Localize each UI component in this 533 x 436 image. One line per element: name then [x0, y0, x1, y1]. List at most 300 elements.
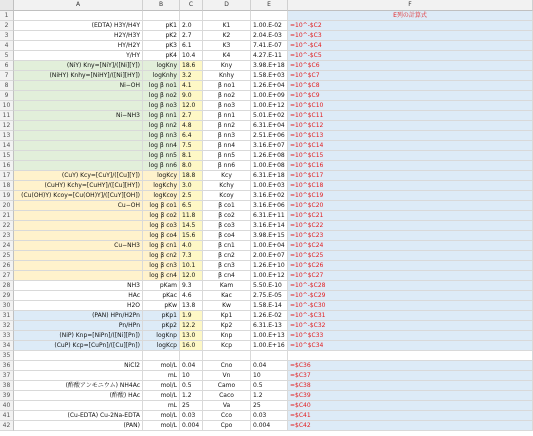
cell-f[interactable]: =10^$C7 [288, 71, 533, 81]
cell-e[interactable]: 1.00.E+04 [251, 241, 288, 251]
row-number[interactable]: 20 [0, 201, 14, 211]
cell-a[interactable]: (PAN) HPn/H2Pn [14, 311, 143, 321]
cell-a[interactable]: Pn/HPn [14, 321, 143, 331]
cell-a[interactable]: Y/HY [14, 51, 143, 61]
cell-c[interactable]: 8.1 [180, 151, 203, 161]
cell-f[interactable]: =10^$C21 [288, 211, 533, 221]
cell-e[interactable]: 0.04 [251, 361, 288, 371]
cell-d[interactable]: β no1 [203, 81, 251, 91]
cell-d[interactable]: Cpo [203, 421, 251, 431]
cell-a[interactable]: HAc [14, 291, 143, 301]
cell-a[interactable] [14, 251, 143, 261]
cell-b[interactable] [143, 351, 180, 361]
row-number[interactable]: 35 [0, 351, 14, 361]
row-number[interactable]: 39 [0, 391, 14, 401]
row-number[interactable]: 13 [0, 131, 14, 141]
row-number[interactable]: 10 [0, 101, 14, 111]
cell-e[interactable]: 2.04.E-03 [251, 31, 288, 41]
cell-d[interactable]: Kac [203, 291, 251, 301]
cell-e[interactable]: 3.16.E+14 [251, 221, 288, 231]
cell-b[interactable]: log β cn2 [143, 251, 180, 261]
cell-c[interactable]: 9.3 [180, 281, 203, 291]
cell-f[interactable]: =10^$C33 [288, 331, 533, 341]
cell-d[interactable]: Cco [203, 411, 251, 421]
row-number[interactable]: 14 [0, 141, 14, 151]
row-number[interactable]: 15 [0, 151, 14, 161]
cell-a[interactable]: H2Y/H3Y [14, 31, 143, 41]
cell-d[interactable]: K4 [203, 51, 251, 61]
row-number[interactable]: 31 [0, 311, 14, 321]
cell-b[interactable]: log β no3 [143, 101, 180, 111]
cell-b[interactable]: log β cn4 [143, 271, 180, 281]
cell-e[interactable]: 2.51.E+06 [251, 131, 288, 141]
cell-e[interactable]: 1.00.E+03 [251, 181, 288, 191]
cell-c[interactable]: 4.6 [180, 291, 203, 301]
cell-f[interactable]: =$C38 [288, 381, 533, 391]
cell-d[interactable]: Camo [203, 381, 251, 391]
cell-f[interactable]: =10^$C12 [288, 121, 533, 131]
row-number[interactable]: 5 [0, 51, 14, 61]
cell-f[interactable]: =$C42 [288, 421, 533, 431]
cell-a[interactable] [14, 401, 143, 411]
cell-d[interactable]: Kp1 [203, 311, 251, 321]
cell-b[interactable]: mol/L [143, 411, 180, 421]
cell-a[interactable]: (NiY) Kny=[NiY]/([Ni][Y]) [14, 61, 143, 71]
row-number[interactable]: 12 [0, 121, 14, 131]
cell-f[interactable]: =10^-$C31 [288, 311, 533, 321]
cell-e[interactable]: 3.16.E+07 [251, 141, 288, 151]
cell-c[interactable]: 6.4 [180, 131, 203, 141]
cell-f[interactable]: =$C39 [288, 391, 533, 401]
cell-c[interactable]: 13.8 [180, 301, 203, 311]
cell-e[interactable]: 6.31.E+11 [251, 211, 288, 221]
row-number[interactable]: 36 [0, 361, 14, 371]
cell-c[interactable]: 0.004 [180, 421, 203, 431]
cell-b[interactable]: logKcy [143, 171, 180, 181]
cell-c[interactable]: 7.3 [180, 251, 203, 261]
row-number[interactable]: 27 [0, 271, 14, 281]
column-header-c[interactable]: C [180, 0, 203, 11]
row-number[interactable]: 37 [0, 371, 14, 381]
cell-a[interactable]: NH3 [14, 281, 143, 291]
cell-f[interactable]: =10^-$C4 [288, 41, 533, 51]
cell-e[interactable]: 5.50.E-10 [251, 281, 288, 291]
cell-b[interactable]: pKp1 [143, 311, 180, 321]
cell-f[interactable] [288, 351, 533, 361]
cell-c[interactable]: 3.0 [180, 181, 203, 191]
cell-b[interactable]: mol/L [143, 391, 180, 401]
cell-b[interactable]: pK3 [143, 41, 180, 51]
cell-d[interactable] [203, 351, 251, 361]
cell-e[interactable]: 6.31.E+18 [251, 171, 288, 181]
cell-e[interactable]: 1.00.E+09 [251, 91, 288, 101]
cell-c[interactable]: 13.0 [180, 331, 203, 341]
cell-d[interactable]: Kam [203, 281, 251, 291]
cell-c[interactable]: 0.03 [180, 411, 203, 421]
cell-b[interactable]: pK4 [143, 51, 180, 61]
cell-a[interactable]: Cu−OH [14, 201, 143, 211]
cell-d[interactable]: Vn [203, 371, 251, 381]
row-number[interactable]: 22 [0, 221, 14, 231]
cell-e[interactable]: 6.31.E+04 [251, 121, 288, 131]
cell-f[interactable]: =10^$C16 [288, 161, 533, 171]
cell-b[interactable]: pKw [143, 301, 180, 311]
column-header-a[interactable]: A [14, 0, 143, 11]
column-header-f[interactable]: F [288, 0, 533, 11]
cell-c[interactable]: 10.4 [180, 51, 203, 61]
cell-b[interactable]: pKam [143, 281, 180, 291]
cell-d[interactable]: β nn2 [203, 121, 251, 131]
cell-d[interactable]: Kw [203, 301, 251, 311]
cell-b[interactable]: log β nn2 [143, 121, 180, 131]
row-number[interactable]: 38 [0, 381, 14, 391]
row-number[interactable]: 7 [0, 71, 14, 81]
cell-f[interactable]: =10^$C9 [288, 91, 533, 101]
cell-e[interactable]: 1.26.E+08 [251, 151, 288, 161]
cell-f[interactable]: =10^$C17 [288, 171, 533, 181]
cell-b[interactable]: mL [143, 401, 180, 411]
cell-c[interactable]: 18.8 [180, 171, 203, 181]
cell-b[interactable]: log β nn3 [143, 131, 180, 141]
cell-d[interactable]: Kcp [203, 341, 251, 351]
cell-b[interactable]: log β co1 [143, 201, 180, 211]
cell-a[interactable]: HY/H2Y [14, 41, 143, 51]
cell-c[interactable]: 10.1 [180, 261, 203, 271]
cell-b[interactable]: logKny [143, 61, 180, 71]
cell-a[interactable]: NiCl2 [14, 361, 143, 371]
row-number[interactable]: 28 [0, 281, 14, 291]
cell-e[interactable]: 2.00.E+07 [251, 251, 288, 261]
cell-a[interactable] [14, 371, 143, 381]
cell-c[interactable]: 1.9 [180, 311, 203, 321]
cell-e[interactable]: 7.41.E-07 [251, 41, 288, 51]
cell-c[interactable]: 16.0 [180, 341, 203, 351]
cell-e[interactable]: 1.00.E-02 [251, 21, 288, 31]
cell-a[interactable]: H2O [14, 301, 143, 311]
cell-b[interactable]: log β co3 [143, 221, 180, 231]
cell-c[interactable]: 4.1 [180, 81, 203, 91]
cell-b[interactable] [143, 11, 180, 21]
row-number[interactable]: 32 [0, 321, 14, 331]
cell-f[interactable]: =10^-$C3 [288, 31, 533, 41]
row-number[interactable]: 2 [0, 21, 14, 31]
cell-b[interactable]: log β nn1 [143, 111, 180, 121]
cell-e[interactable] [251, 351, 288, 361]
cell-c[interactable]: 12.2 [180, 321, 203, 331]
cell-a[interactable]: Cu−NH3 [14, 241, 143, 251]
cell-e[interactable]: 0.03 [251, 411, 288, 421]
cell-e[interactable]: 6.31.E-13 [251, 321, 288, 331]
cell-f[interactable]: =$C37 [288, 371, 533, 381]
cell-e[interactable]: 1.26.E+04 [251, 81, 288, 91]
row-number[interactable]: 4 [0, 41, 14, 51]
cell-e[interactable]: 1.00.E+12 [251, 101, 288, 111]
cell-d[interactable]: β co3 [203, 221, 251, 231]
cell-b[interactable]: log β co2 [143, 211, 180, 221]
cell-a[interactable] [14, 131, 143, 141]
cell-d[interactable]: Kcy [203, 171, 251, 181]
cell-c[interactable]: 18.6 [180, 61, 203, 71]
cell-b[interactable]: mL [143, 371, 180, 381]
row-number[interactable]: 42 [0, 421, 14, 431]
cell-a[interactable]: (Cu-EDTA) Cu-2Na-EDTA [14, 411, 143, 421]
row-number[interactable]: 18 [0, 181, 14, 191]
cell-f[interactable]: =$C41 [288, 411, 533, 421]
cell-d[interactable]: β nn1 [203, 111, 251, 121]
cell-e[interactable]: 3.16.E+06 [251, 201, 288, 211]
cell-e[interactable]: 3.98.E+18 [251, 61, 288, 71]
cell-a[interactable]: (CuP) Kcp=[CuPn]/([Cu][Pn]) [14, 341, 143, 351]
row-number[interactable]: 16 [0, 161, 14, 171]
cell-c[interactable]: 3.2 [180, 71, 203, 81]
cell-f[interactable]: =10^$C11 [288, 111, 533, 121]
cell-a[interactable]: (CuY) Kcy=[CuY]/([Cu][Y]) [14, 171, 143, 181]
cell-d[interactable]: Kny [203, 61, 251, 71]
cell-f[interactable]: =10^$C8 [288, 81, 533, 91]
cell-d[interactable]: β co1 [203, 201, 251, 211]
cell-c[interactable]: 6.5 [180, 201, 203, 211]
cell-e[interactable] [251, 11, 288, 21]
cell-d[interactable]: β cn1 [203, 241, 251, 251]
cell-a[interactable] [14, 121, 143, 131]
cell-e[interactable]: 25 [251, 401, 288, 411]
cell-a[interactable]: (NiP) Knp=[NiPn]/([Ni][Pn]) [14, 331, 143, 341]
cell-f[interactable]: =10^-$C32 [288, 321, 533, 331]
row-number[interactable]: 26 [0, 261, 14, 271]
cell-c[interactable]: 14.5 [180, 221, 203, 231]
cell-d[interactable]: K1 [203, 21, 251, 31]
row-number[interactable]: 19 [0, 191, 14, 201]
row-number[interactable]: 1 [0, 11, 14, 21]
cell-d[interactable]: Cno [203, 361, 251, 371]
cell-a[interactable]: (CuHY) Kchy=[CuHY]/([Cu][HY]) [14, 181, 143, 191]
cell-e[interactable]: 1.00.E+12 [251, 271, 288, 281]
cell-c[interactable]: 2.7 [180, 111, 203, 121]
cell-f[interactable]: =$C40 [288, 401, 533, 411]
cell-a[interactable] [14, 161, 143, 171]
row-number[interactable]: 24 [0, 241, 14, 251]
cell-c[interactable]: 4.0 [180, 241, 203, 251]
cell-b[interactable]: mol/L [143, 381, 180, 391]
cell-c[interactable]: 15.6 [180, 231, 203, 241]
cell-d[interactable]: β no3 [203, 101, 251, 111]
cell-f[interactable]: =$C36 [288, 361, 533, 371]
cell-e[interactable]: 5.01.E+02 [251, 111, 288, 121]
cell-b[interactable]: log β nn5 [143, 151, 180, 161]
cell-d[interactable]: β co2 [203, 211, 251, 221]
cell-f[interactable]: =10^$C14 [288, 141, 533, 151]
cell-b[interactable]: pKac [143, 291, 180, 301]
row-number[interactable]: 3 [0, 31, 14, 41]
cell-b[interactable]: logKcp [143, 341, 180, 351]
cell-f[interactable]: =10^$C10 [288, 101, 533, 111]
cell-c[interactable]: 2.5 [180, 191, 203, 201]
cell-a[interactable] [14, 101, 143, 111]
cell-f[interactable]: =10^$C18 [288, 181, 533, 191]
cell-e[interactable]: 1.58.E+03 [251, 71, 288, 81]
cell-c[interactable] [180, 11, 203, 21]
cell-a[interactable] [14, 141, 143, 151]
cell-b[interactable]: log β cn3 [143, 261, 180, 271]
cell-d[interactable] [203, 11, 251, 21]
cell-a[interactable] [14, 271, 143, 281]
cell-f[interactable]: =10^$C13 [288, 131, 533, 141]
row-number[interactable]: 9 [0, 91, 14, 101]
cell-a[interactable]: (PAN) [14, 421, 143, 431]
row-number[interactable]: 33 [0, 331, 14, 341]
cell-d[interactable]: β co4 [203, 231, 251, 241]
cell-a[interactable] [14, 151, 143, 161]
cell-d[interactable]: β cn3 [203, 261, 251, 271]
cell-b[interactable]: log β nn6 [143, 161, 180, 171]
cell-a[interactable]: (酢酸) HAc [14, 391, 143, 401]
cell-e[interactable]: 1.00.E+13 [251, 331, 288, 341]
select-all-corner[interactable] [0, 0, 14, 11]
cell-d[interactable]: β no2 [203, 91, 251, 101]
row-number[interactable]: 11 [0, 111, 14, 121]
cell-b[interactable]: log β no1 [143, 81, 180, 91]
cell-c[interactable]: 2.0 [180, 21, 203, 31]
cell-d[interactable]: β nn5 [203, 151, 251, 161]
cell-f[interactable]: =10^$C26 [288, 261, 533, 271]
cell-f[interactable]: E列の計算式 [288, 11, 533, 21]
cell-b[interactable]: pK1 [143, 21, 180, 31]
cell-e[interactable]: 0.5 [251, 381, 288, 391]
cell-b[interactable]: logKnp [143, 331, 180, 341]
cell-f[interactable]: =10^$C34 [288, 341, 533, 351]
cell-c[interactable]: 12.0 [180, 271, 203, 281]
cell-a[interactable] [14, 231, 143, 241]
row-number[interactable]: 30 [0, 301, 14, 311]
row-number[interactable]: 6 [0, 61, 14, 71]
cell-a[interactable]: (酢酸アンモニウム) NH4Ac [14, 381, 143, 391]
cell-d[interactable]: β nn6 [203, 161, 251, 171]
row-number[interactable]: 8 [0, 81, 14, 91]
cell-e[interactable]: 0.004 [251, 421, 288, 431]
cell-c[interactable]: 6.1 [180, 41, 203, 51]
cell-a[interactable] [14, 211, 143, 221]
cell-b[interactable]: mol/L [143, 421, 180, 431]
row-number[interactable]: 17 [0, 171, 14, 181]
cell-a[interactable] [14, 11, 143, 21]
cell-b[interactable]: log β co4 [143, 231, 180, 241]
cell-b[interactable]: pKp2 [143, 321, 180, 331]
cell-d[interactable]: Kp2 [203, 321, 251, 331]
cell-e[interactable]: 4.27.E-11 [251, 51, 288, 61]
cell-c[interactable]: 12.0 [180, 101, 203, 111]
cell-b[interactable]: log β nn4 [143, 141, 180, 151]
cell-a[interactable] [14, 261, 143, 271]
cell-f[interactable]: =10^-$C28 [288, 281, 533, 291]
cell-f[interactable]: =10^$C23 [288, 231, 533, 241]
cell-f[interactable]: =10^$C27 [288, 271, 533, 281]
cell-d[interactable]: Kchy [203, 181, 251, 191]
cell-e[interactable]: 1.00.E+08 [251, 161, 288, 171]
cell-b[interactable]: log β cn1 [143, 241, 180, 251]
column-header-b[interactable]: B [143, 0, 180, 11]
cell-b[interactable]: mol/L [143, 361, 180, 371]
cell-d[interactable]: β nn3 [203, 131, 251, 141]
cell-f[interactable]: =10^$C19 [288, 191, 533, 201]
cell-a[interactable] [14, 351, 143, 361]
cell-c[interactable]: 0.5 [180, 381, 203, 391]
column-header-d[interactable]: D [203, 0, 251, 11]
cell-e[interactable]: 1.2 [251, 391, 288, 401]
cell-f[interactable]: =10^$C20 [288, 201, 533, 211]
cell-d[interactable]: Va [203, 401, 251, 411]
cell-c[interactable]: 0.04 [180, 361, 203, 371]
cell-e[interactable]: 3.16.E+02 [251, 191, 288, 201]
cell-d[interactable]: K3 [203, 41, 251, 51]
cell-b[interactable]: log β no2 [143, 91, 180, 101]
cell-b[interactable]: logKchy [143, 181, 180, 191]
row-number[interactable]: 21 [0, 211, 14, 221]
cell-c[interactable]: 1.2 [180, 391, 203, 401]
cell-d[interactable]: β cn4 [203, 271, 251, 281]
cell-d[interactable]: Caco [203, 391, 251, 401]
cell-f[interactable]: =10^$C22 [288, 221, 533, 231]
cell-f[interactable]: =10^-$C29 [288, 291, 533, 301]
cell-d[interactable]: β nn4 [203, 141, 251, 151]
row-number[interactable]: 34 [0, 341, 14, 351]
cell-a[interactable]: (Cu(OH)Y) Kcoy=[Cu(OH)Y]/([CuY][OH]) [14, 191, 143, 201]
cell-c[interactable]: 2.7 [180, 31, 203, 41]
row-number[interactable]: 25 [0, 251, 14, 261]
cell-a[interactable]: Ni−OH [14, 81, 143, 91]
row-number[interactable]: 41 [0, 411, 14, 421]
cell-b[interactable]: pK2 [143, 31, 180, 41]
cell-c[interactable]: 25 [180, 401, 203, 411]
cell-c[interactable]: 9.0 [180, 91, 203, 101]
cell-c[interactable]: 4.8 [180, 121, 203, 131]
cell-f[interactable]: =10^$C15 [288, 151, 533, 161]
row-number[interactable]: 40 [0, 401, 14, 411]
cell-a[interactable]: Ni−NH3 [14, 111, 143, 121]
cell-f[interactable]: =10^-$C30 [288, 301, 533, 311]
cell-f[interactable]: =10^$C25 [288, 251, 533, 261]
cell-a[interactable]: (EDTA) H3Y/H4Y [14, 21, 143, 31]
cell-b[interactable]: logKcoy [143, 191, 180, 201]
cell-d[interactable]: Knhy [203, 71, 251, 81]
cell-e[interactable]: 1.58.E-14 [251, 301, 288, 311]
cell-d[interactable]: β cn2 [203, 251, 251, 261]
cell-e[interactable]: 2.75.E-05 [251, 291, 288, 301]
cell-c[interactable]: 8.0 [180, 161, 203, 171]
cell-c[interactable] [180, 351, 203, 361]
cell-e[interactable]: 1.26.E+10 [251, 261, 288, 271]
cell-d[interactable]: Kcoy [203, 191, 251, 201]
cell-a[interactable] [14, 91, 143, 101]
cell-d[interactable]: Knp [203, 331, 251, 341]
row-number[interactable]: 23 [0, 231, 14, 241]
column-header-e[interactable]: E [251, 0, 288, 11]
cell-f[interactable]: =10^-$C5 [288, 51, 533, 61]
cell-e[interactable]: 1.26.E-02 [251, 311, 288, 321]
cell-e[interactable]: 1.00.E+16 [251, 341, 288, 351]
cell-d[interactable]: K2 [203, 31, 251, 41]
row-number[interactable]: 29 [0, 291, 14, 301]
cell-e[interactable]: 10 [251, 371, 288, 381]
cell-c[interactable]: 11.8 [180, 211, 203, 221]
cell-f[interactable]: =10^-$C2 [288, 21, 533, 31]
cell-f[interactable]: =10^$C24 [288, 241, 533, 251]
cell-c[interactable]: 10 [180, 371, 203, 381]
cell-f[interactable]: =10^$C6 [288, 61, 533, 71]
cell-a[interactable]: (NiHY) Knhy=[NiHY]/([Ni][HY]) [14, 71, 143, 81]
cell-a[interactable] [14, 221, 143, 231]
cell-b[interactable]: logKnhy [143, 71, 180, 81]
cell-c[interactable]: 7.5 [180, 141, 203, 151]
